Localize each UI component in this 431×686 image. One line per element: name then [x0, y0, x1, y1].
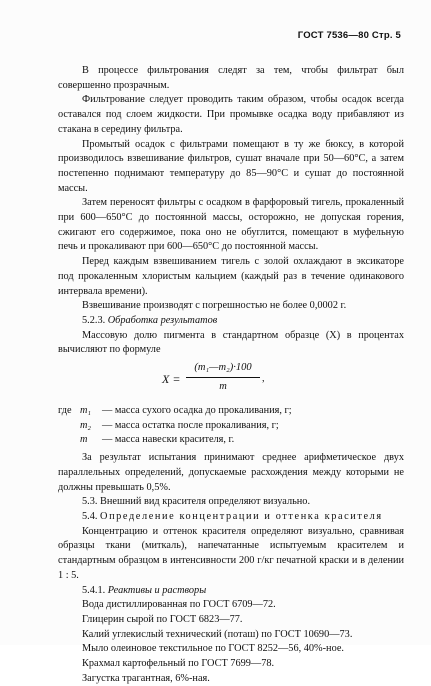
paragraph-drying: Промытый осадок с фильтрами помещают в ту же бюксу, в которой производилось взвешивание фильтров, сушат вначале при 50—60°С, а затем постепенно поднимают температуру до 85—90°С и сушат до постоянной массы.: [58, 138, 404, 194]
section-number: 5.4.1.: [82, 584, 106, 596]
paragraph-filtration-method: Фильтрование следует проводить таким образом, чтобы осадок всегда оставался под слоем жидкости. При промывке осадка воду прибавляют из стакана в середину фильтра.: [58, 94, 404, 135]
paragraph-concentration: Концентрацию и оттенок красителя определяют визуально, сравнивая образцы ткани (миткаль), напечатанные испытуемым красителем и стандартным образцом в интенсивности 200 г/кг печатной краски и в делении 1 : 5.: [58, 525, 404, 581]
formula-fraction: [186, 361, 260, 394]
formula-lhs: X =: [162, 372, 181, 387]
definition-row: [58, 433, 404, 448]
definition-text: — масса навески красителя, г.: [102, 434, 235, 446]
definition-text: — масса сухого осадка до прокаливания, г;: [102, 405, 292, 417]
document-body: [58, 64, 404, 686]
reagent-item: Крахмал картофельный по ГОСТ 7699—78.: [82, 658, 275, 670]
paragraph-formula-intro: Массовую долю пигмента в стандартном образце (X) в процентах вычисляют по формуле: [58, 329, 404, 356]
formula-numerator: (m₁—m₂)·100: [186, 361, 260, 378]
section-5-2-3-heading: [58, 314, 404, 329]
reagent-item: Мыло олеиновое текстильное по ГОСТ 8252—56, 40%-ное.: [82, 643, 344, 655]
formula-tail: ,: [262, 373, 265, 385]
paragraph-appearance: 5.3. Внешний вид красителя определяют визуально.: [82, 496, 311, 508]
section-title: Реактивы и растворы: [107, 584, 207, 596]
definition-lead: [58, 419, 80, 434]
section-number: 5.4.: [82, 510, 98, 522]
reagent-item: Загустка трагантная, 6%-ная.: [82, 672, 210, 684]
section-5-4-1-heading: [58, 584, 404, 599]
definition-lead: [58, 433, 80, 448]
paragraph-cooling: Перед каждым взвешиванием тигель с золой охлаждают в эксикаторе под прокаленным хлористым кальцием (каждый раз в течение одинакового интервала времени).: [58, 256, 404, 297]
section-title: Определение концентрации и оттенка красителя: [100, 510, 383, 522]
definition-row: [58, 404, 404, 419]
definition-symbol: m: [80, 434, 88, 446]
paragraph-ignition: Затем переносят фильтры с осадком в фарфоровый тигель, прокаленный при 600—650°С до постоянной массы, осторожно, не допуская горения, сжигают его содержимое, пока оно не обуглится, помещают в муфельную печь и прокаливают при 600—650°С до постоянной массы.: [58, 197, 404, 253]
section-title: Обработка результатов: [107, 314, 218, 326]
formula-denominator: m: [219, 380, 227, 392]
definition-symbol: m₁: [80, 405, 92, 417]
reagent-item: Вода дистиллированная по ГОСТ 6709—72.: [82, 599, 276, 611]
reagent-item: Глицерин сырой по ГОСТ 6823—77.: [82, 613, 243, 625]
definition-symbol: m₂: [80, 419, 92, 431]
paragraph-result: За результат испытания принимают среднее арифметическое двух параллельных определений, допускаемые расхождения между которыми не должны превышать 0,5%.: [58, 452, 404, 493]
definition-lead: где: [58, 405, 72, 417]
paragraph-weighing-precision: Взвешивание производят с погрешностью не более 0,0002 г.: [82, 300, 347, 312]
page-header: ГОСТ 7536—80 Стр. 5: [297, 30, 401, 41]
section-5-4-heading: [58, 510, 404, 525]
reagent-item: Калий углекислый технический (поташ) по ГОСТ 10690—73.: [82, 628, 353, 640]
definition-row: [58, 419, 404, 434]
formula: [58, 360, 404, 400]
section-number: 5.2.3.: [82, 314, 106, 326]
paragraph-filtration-clarity: В процессе фильтрования следят за тем, чтобы фильтрат был совершенно прозрачным.: [58, 65, 404, 91]
variable-definitions: [58, 404, 404, 448]
definition-text: — масса остатка после прокаливания, г;: [102, 419, 279, 431]
